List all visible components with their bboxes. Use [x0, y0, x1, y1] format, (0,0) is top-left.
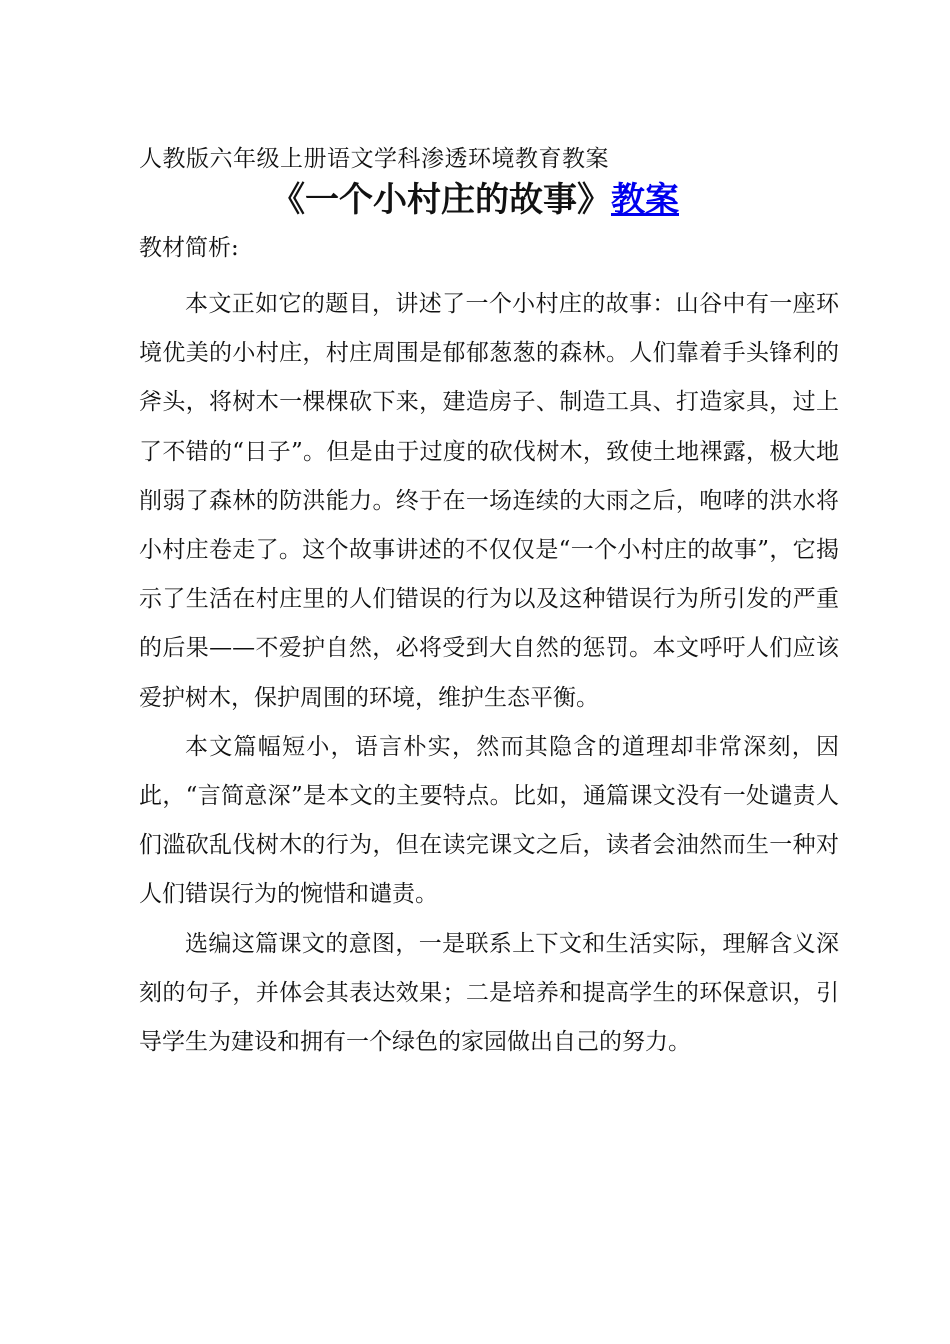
title-text: 《一个小村庄的故事》 — [271, 180, 611, 220]
paragraph-1: 本文正如它的题目，讲述了一个小村庄的故事：山谷中有一座环境优美的小村庄，村庄周围是郁郁葱葱的森林。人们靠着手头锋利的斧头，将树木一棵棵砍下来，建造房子、制造工具、打造家具，过上了不错的“日子”。但是由于过度的砍伐树木，致使土地裸露，极大地削弱了森林的防洪能力。终于在一场连续的大雨之后，咆哮的洪水将小村庄卷走了。这个故事讲述的不仅仅是“一个小村庄的故事”，它揭示了生活在村庄里的人们错误的行为以及这种错误行为所引发的严重的后果——不爱护自然，必将受到大自然的惩罚。本文呼吁人们应该爱护树木，保护周围的环境，维护生态平衡。 — [139, 291, 839, 711]
paragraph-2: 本文篇幅短小，语言朴实，然而其隐含的道理却非常深刻，因此，“言简意深”是本文的主要特点。比如，通篇课文没有一处谴责人们滥砍乱伐树木的行为，但在读完课文之后，读者会油然而生一种对人们错误行为的惋惜和谴责。 — [139, 733, 839, 908]
document-title — [0, 178, 950, 222]
document-subtitle: 人教版六年级上册语文学科渗透环境教育教案 — [139, 146, 609, 172]
body-text — [139, 280, 839, 1067]
section-heading-textbook-analysis: 教材简析: — [139, 235, 239, 261]
paragraph-3: 选编这篇课文的意图，一是联系上下文和生活实际，理解含义深刻的句子，并体会其表达效果；二是培养和提高学生的环保意识，引导学生为建设和拥有一个绿色的家园做出自己的努力。 — [139, 930, 839, 1056]
title-link[interactable]: 教案 — [611, 180, 679, 220]
